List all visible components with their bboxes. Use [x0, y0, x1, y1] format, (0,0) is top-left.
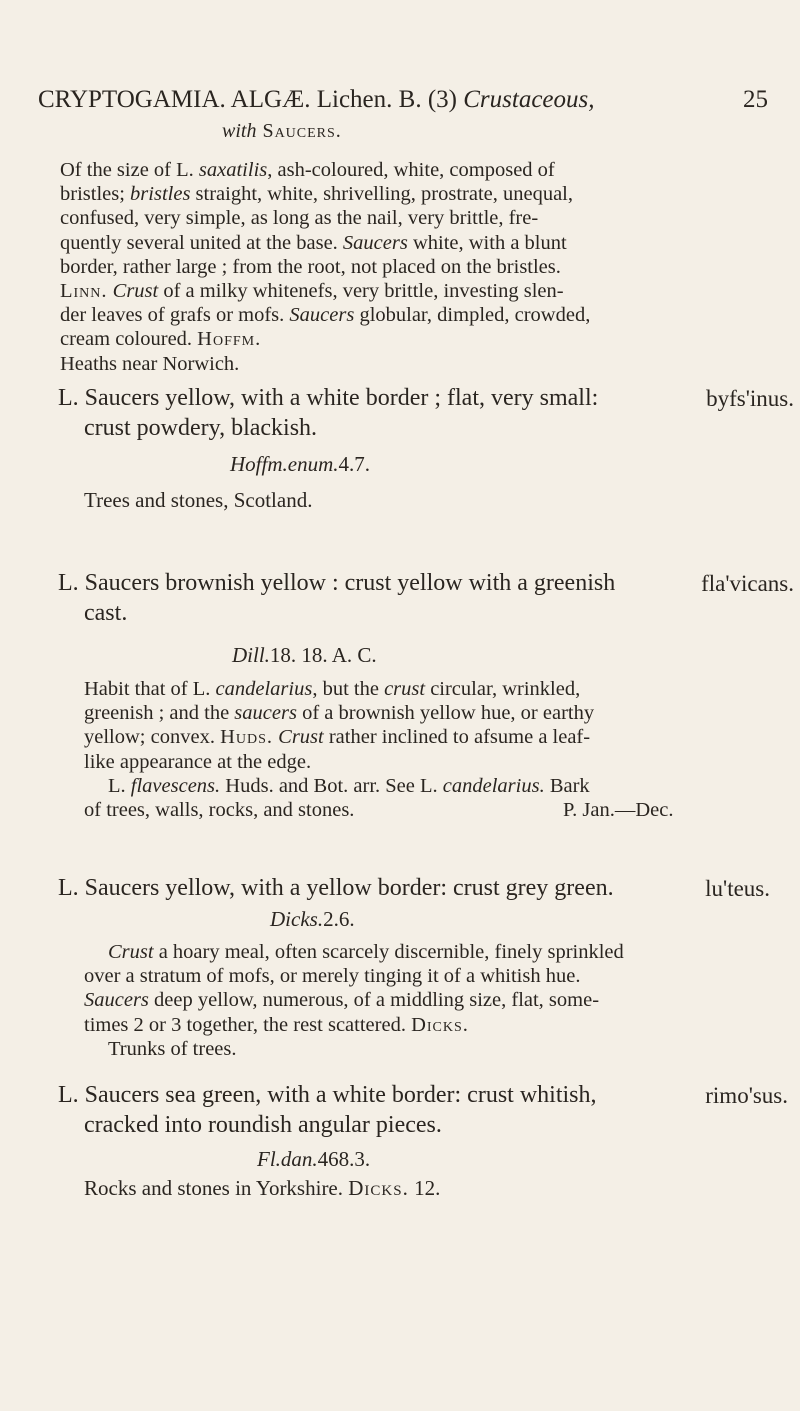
text: deep yellow, numerous, of a middling size, flat, some- [148, 989, 600, 1012]
text: times 2 or 3 together, the rest scattered. [84, 1013, 412, 1036]
text: der leaves of grafs or mofs. [60, 304, 290, 327]
author-abbrev: Linn. [60, 280, 108, 303]
luteus-heading-line1: L. Saucers yellow, with a yellow border: crust grey green. [58, 875, 614, 901]
flavicans-reference [232, 643, 377, 668]
text: rather inclined to afsume a leaf- [323, 726, 591, 749]
luteus-reference [270, 907, 355, 932]
ref-source: Hoffm.enum. [230, 452, 339, 476]
text: of a milky whitenefs, very brittle, investing slen- [158, 280, 564, 303]
text: like appearance at the edge. [84, 750, 312, 773]
byssinus-heading-line2: crust powdery, blackish. [84, 415, 318, 441]
text: quently several united at the base. [60, 231, 343, 254]
rimosus-species-name: rimo'sus. [705, 1083, 788, 1108]
header-title-italic: Crustaceous, [463, 86, 595, 113]
author-abbrev: Huds. [220, 726, 274, 749]
text-italic: candelarius. [442, 774, 545, 797]
flowering-period: P. Jan.—Dec. [563, 799, 674, 822]
text: , but the [312, 678, 385, 700]
text-italic: Saucers [342, 231, 408, 254]
habitat: of trees, walls, rocks, and stones. [84, 799, 355, 822]
rimosus-reference [257, 1147, 370, 1172]
text: straight, white, shrivelling, prostrate, unequal, [190, 183, 574, 206]
flavicans-description [84, 677, 774, 822]
text-italic: Crust [108, 941, 154, 963]
text-italic: Saucers [84, 989, 149, 1012]
text: yellow; convex. [84, 726, 221, 749]
ref-source: Dicks. [270, 907, 324, 931]
text: Of the size of L. [60, 159, 199, 181]
text: Huds. and Bot. arr. See L. [220, 774, 443, 797]
author-abbrev: Dicks. [411, 1013, 469, 1036]
subheader-rest: Saucers. [256, 120, 342, 142]
text: confused, very simple, as long as the nail, very brittle, fre- [60, 207, 539, 230]
ref-number: 18. 18. A. C. [269, 643, 377, 667]
running-header [38, 86, 768, 114]
text: Habit that of L. [84, 678, 216, 700]
author-abbrev: Hoffm. [197, 328, 262, 351]
ref-number: 2.6. [323, 907, 355, 931]
text: Bark [544, 774, 590, 797]
text: , ash-coloured, white, composed of [267, 159, 555, 181]
text: 12. [408, 1176, 441, 1200]
ref-source: Dill. [232, 643, 270, 667]
text-italic: crust [384, 678, 426, 700]
text: greenish ; and the [84, 702, 235, 725]
text-italic: saucers [234, 702, 297, 725]
text: white, with a blunt [407, 231, 567, 254]
ref-number: 468.3. [317, 1147, 371, 1171]
habitat: Rocks and stones in Yorkshire. [84, 1176, 349, 1200]
text-italic: saxatilis [198, 159, 268, 181]
text: globular, dimpled, crowded, [354, 304, 591, 327]
byssinus-reference [230, 452, 370, 477]
ref-number: 4.7. [338, 452, 370, 476]
text-italic: Crust [273, 726, 324, 749]
byssinus-species-name: byfs'inus. [706, 386, 794, 411]
text: circular, wrinkled, [425, 678, 581, 700]
flavicans-heading-line1: L. Saucers brownish yellow : crust yellow with a greenish [58, 570, 616, 596]
text: over a stratum of mofs, or merely tinging it of a whitish hue. [84, 965, 581, 988]
section-subheader [222, 120, 342, 143]
author-abbrev: Dicks. [348, 1176, 409, 1200]
text-italic: candelarius [215, 678, 313, 700]
text: border, rather large ; from the root, not placed on the bristles. [60, 255, 561, 278]
text: of a brownish yellow hue, or earthy [296, 702, 595, 725]
text-italic: bristles [130, 183, 191, 206]
text: a hoary meal, often scarcely discernible, finely sprinkled [153, 941, 624, 963]
text-italic: Crust [107, 280, 159, 303]
text: L. [108, 774, 131, 797]
ref-source: Fl.dan. [257, 1147, 318, 1171]
subheader-italic: with [222, 120, 257, 142]
header-title: CRYPTOGAMIA. ALGÆ. Lichen. B. (3) [38, 86, 464, 113]
text-italic: flavescens. [130, 774, 221, 797]
luteus-description [84, 940, 774, 1061]
text: cream coloured. [60, 328, 198, 351]
byssinus-habitat: Trees and stones, Scotland. [84, 488, 313, 512]
text: bristles; [60, 183, 131, 206]
rimosus-heading-line2: cracked into roundish angular pieces. [84, 1112, 442, 1138]
habitat: Heaths near Norwich. [60, 352, 240, 375]
rimosus-habitat [84, 1176, 440, 1201]
habitat: Trunks of trees. [108, 1037, 237, 1060]
flavicans-species-name: fla'vicans. [701, 571, 794, 596]
byssinus-heading-line1: L. Saucers yellow, with a white border ; flat, very small: [58, 385, 599, 411]
rimosus-heading-line1: L. Saucers sea green, with a white border: crust whitish, [58, 1082, 597, 1108]
text-italic: Saucers [289, 304, 355, 327]
luteus-species-name: lu'teus. [705, 876, 770, 901]
page-number: 25 [743, 86, 768, 113]
saxatilis-description [60, 158, 760, 376]
flavicans-heading-line2: cast. [84, 600, 128, 626]
